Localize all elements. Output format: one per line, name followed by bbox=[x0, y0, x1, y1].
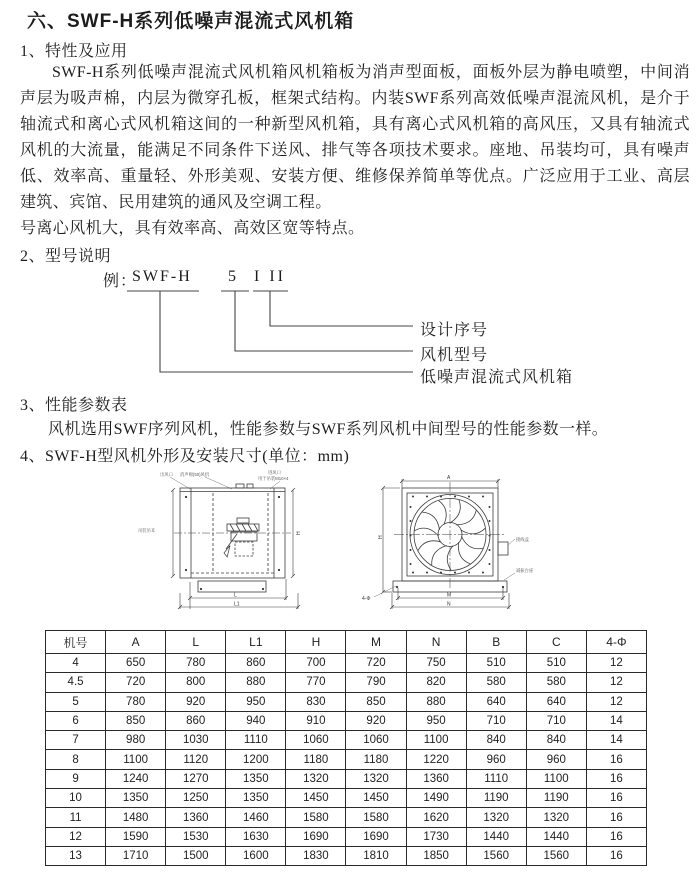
section3-text: 风机选用SWF序列风机，性能参数与SWF系列风机中间型号的性能参数一样。 bbox=[48, 421, 609, 438]
table-cell: 700 bbox=[286, 654, 346, 673]
inlet-label: 进风口 bbox=[268, 470, 281, 475]
table-cell: 1190 bbox=[526, 789, 586, 808]
table-cell: 780 bbox=[106, 692, 166, 711]
table-cell: 860 bbox=[166, 711, 226, 730]
table-cell: 1120 bbox=[166, 750, 226, 769]
table-cell: 720 bbox=[106, 673, 166, 692]
features-stray-line: 号离心风机大，具有效率高、高效区宽等特点。 bbox=[20, 220, 365, 237]
table-cell: 880 bbox=[406, 692, 466, 711]
dim-A: A bbox=[447, 475, 451, 481]
table-cell: 14 bbox=[586, 711, 646, 730]
table-cell: 16 bbox=[586, 846, 646, 865]
table-header-cell: C bbox=[526, 631, 586, 654]
table-header-cell: 4-Φ bbox=[586, 631, 646, 654]
table-cell: 1440 bbox=[466, 827, 526, 846]
table-header-cell: L1 bbox=[226, 631, 286, 654]
table-cell: 840 bbox=[526, 731, 586, 750]
model-code-family: SWF-H bbox=[132, 268, 192, 285]
table-cell: 710 bbox=[526, 711, 586, 730]
table-cell: 1630 bbox=[226, 827, 286, 846]
table-cell: 1490 bbox=[406, 789, 466, 808]
table-cell: 850 bbox=[346, 692, 406, 711]
table-cell: 510 bbox=[466, 654, 526, 673]
dim-L1: L1 bbox=[234, 601, 240, 608]
table-cell: 1350 bbox=[106, 789, 166, 808]
table-cell: 800 bbox=[166, 673, 226, 692]
dimension-table bbox=[45, 630, 647, 866]
table-row bbox=[46, 808, 647, 827]
section3-heading: 3、性能参数表 bbox=[20, 397, 128, 414]
table-row bbox=[46, 846, 647, 865]
table-cell: 9 bbox=[46, 769, 106, 788]
table-row bbox=[46, 789, 647, 808]
spec-table-body bbox=[46, 654, 647, 866]
table-cell: 950 bbox=[226, 692, 286, 711]
table-row bbox=[46, 673, 647, 692]
liner-label: 消声棉(50)风机 bbox=[180, 472, 210, 477]
table-cell: 640 bbox=[526, 692, 586, 711]
table-cell: 16 bbox=[586, 827, 646, 846]
holes-callout: 4-Φ bbox=[362, 596, 371, 602]
table-cell: 7 bbox=[46, 731, 106, 750]
bolt-dots-side bbox=[185, 496, 280, 571]
section2-heading: 2、型号说明 bbox=[20, 248, 112, 265]
side-view-drawing bbox=[138, 469, 302, 609]
table-cell: 850 bbox=[106, 711, 166, 730]
features-paragraph bbox=[20, 60, 690, 242]
callout-fan-model: 风机型号 bbox=[420, 347, 489, 364]
dim-L: L bbox=[234, 592, 237, 599]
table-cell: 580 bbox=[466, 673, 526, 692]
table-cell: 780 bbox=[166, 654, 226, 673]
front-view-drawing bbox=[362, 475, 534, 609]
table-cell: 650 bbox=[106, 654, 166, 673]
table-cell: 980 bbox=[106, 731, 166, 750]
table-row bbox=[46, 692, 647, 711]
table-header-cell: B bbox=[466, 631, 526, 654]
dim-N: N bbox=[447, 601, 451, 608]
table-cell: 1100 bbox=[406, 731, 466, 750]
table-cell: 1830 bbox=[286, 846, 346, 865]
table-cell: 12 bbox=[46, 827, 106, 846]
features-text: SWF-H系列低噪声混流式风机箱风机箱板为消声型面板，面板外层为静电喷塑，中间消声层为吸声棉，内层为微穿孔板，框架式结构。内装SWF系列高效低噪声混流风机，是介于轴流式和离心式风机箱这间的一种新型风机箱，具有离心式风机箱的高风压，又具有轴流式风机的大流量，能满足不同条件下送风、排气等各项技术要求。座地、吊装均可，具有噪声低、效率高、重量轻、外形美观、安装方便、维修保养简单等优点。广泛应用于工业、高层建筑、宾馆、民用建筑的通风及空调工程。 bbox=[20, 64, 690, 211]
table-cell: 1220 bbox=[406, 750, 466, 769]
table-header-row bbox=[46, 631, 647, 654]
table-cell: 16 bbox=[586, 808, 646, 827]
table-cell: 1320 bbox=[466, 808, 526, 827]
model-code-design: I II bbox=[254, 268, 286, 285]
table-cell: 1690 bbox=[346, 827, 406, 846]
table-cell: 1350 bbox=[226, 789, 286, 808]
table-cell: 510 bbox=[526, 654, 586, 673]
table-cell: 1360 bbox=[406, 769, 466, 788]
table-cell: 16 bbox=[586, 789, 646, 808]
table-header-cell: H bbox=[286, 631, 346, 654]
table-cell: 1320 bbox=[526, 808, 586, 827]
table-cell: 640 bbox=[466, 692, 526, 711]
section1-heading: 1、特性及应用 bbox=[20, 43, 128, 60]
table-cell: 1450 bbox=[286, 789, 346, 808]
table-cell: 12 bbox=[586, 673, 646, 692]
table-cell: 1250 bbox=[166, 789, 226, 808]
table-cell: 1580 bbox=[346, 808, 406, 827]
table-cell: 1180 bbox=[286, 750, 346, 769]
callout-design-serial: 设计序号 bbox=[420, 322, 489, 339]
table-cell: 1590 bbox=[106, 827, 166, 846]
table-cell: 1560 bbox=[466, 846, 526, 865]
table-cell: 710 bbox=[466, 711, 526, 730]
table-cell: 4.5 bbox=[46, 673, 106, 692]
table-cell: 8 bbox=[46, 750, 106, 769]
dim-H-side: H bbox=[296, 531, 302, 535]
junction-box-label: 接线盒 bbox=[516, 537, 529, 542]
table-cell: 840 bbox=[466, 731, 526, 750]
table-cell: 1690 bbox=[286, 827, 346, 846]
model-example-prefix: 例： bbox=[103, 273, 138, 290]
table-cell: 1320 bbox=[286, 769, 346, 788]
table-cell: 910 bbox=[286, 711, 346, 730]
table-cell: 5 bbox=[46, 692, 106, 711]
table-cell: 770 bbox=[286, 673, 346, 692]
table-row bbox=[46, 731, 647, 750]
table-cell: 790 bbox=[346, 673, 406, 692]
table-cell: 960 bbox=[466, 750, 526, 769]
table-cell: 950 bbox=[406, 711, 466, 730]
table-cell: 1350 bbox=[226, 769, 286, 788]
table-cell: 1030 bbox=[166, 731, 226, 750]
page-title: 六、SWF-H系列低噪声混流式风机箱 bbox=[27, 11, 355, 32]
base-label: 减振台座 bbox=[516, 568, 534, 573]
table-row bbox=[46, 827, 647, 846]
table-cell: 14 bbox=[586, 731, 646, 750]
fan-motor-detail bbox=[227, 518, 259, 556]
table-cell: 1190 bbox=[466, 789, 526, 808]
installation-drawings bbox=[0, 466, 700, 626]
table-cell: 1450 bbox=[346, 789, 406, 808]
table-cell: 10 bbox=[46, 789, 106, 808]
table-header-cell: 机号 bbox=[46, 631, 106, 654]
table-cell: 1060 bbox=[286, 731, 346, 750]
model-explanation-lines bbox=[0, 265, 700, 395]
table-cell: 920 bbox=[166, 692, 226, 711]
table-cell: 1460 bbox=[226, 808, 286, 827]
dim-M: M bbox=[447, 592, 452, 599]
table-header-cell: M bbox=[346, 631, 406, 654]
table-cell: 960 bbox=[526, 750, 586, 769]
table-cell: 12 bbox=[586, 692, 646, 711]
table-cell: 1110 bbox=[226, 731, 286, 750]
table-cell: 940 bbox=[226, 711, 286, 730]
table-cell: 1850 bbox=[406, 846, 466, 865]
table-cell: 1620 bbox=[406, 808, 466, 827]
table-row bbox=[46, 711, 647, 730]
table-cell: 1810 bbox=[346, 846, 406, 865]
table-cell: 1560 bbox=[526, 846, 586, 865]
table-cell: 1480 bbox=[106, 808, 166, 827]
dim-H-front: H bbox=[378, 535, 384, 539]
table-cell: 1110 bbox=[466, 769, 526, 788]
table-cell: 1180 bbox=[346, 750, 406, 769]
table-cell: 820 bbox=[406, 673, 466, 692]
table-cell: 1100 bbox=[526, 769, 586, 788]
table-cell: 580 bbox=[526, 673, 586, 692]
junction-box bbox=[498, 542, 508, 555]
model-code-size: 5 bbox=[228, 268, 237, 285]
table-header-cell: A bbox=[106, 631, 166, 654]
table-row bbox=[46, 769, 647, 788]
hanger-label: 用于吊装M10×4 bbox=[258, 476, 289, 481]
table-row bbox=[46, 654, 647, 673]
outlet-label: 出风口 bbox=[160, 472, 173, 477]
table-cell: 750 bbox=[406, 654, 466, 673]
callout-box-name: 低噪声混流式风机箱 bbox=[420, 369, 574, 386]
table-cell: 720 bbox=[346, 654, 406, 673]
table-header-cell: N bbox=[406, 631, 466, 654]
table-header-cell: L bbox=[166, 631, 226, 654]
table-cell: 12 bbox=[586, 654, 646, 673]
table-cell: 1730 bbox=[406, 827, 466, 846]
table-cell: 1600 bbox=[226, 846, 286, 865]
table-cell: 13 bbox=[46, 846, 106, 865]
table-cell: 4 bbox=[46, 654, 106, 673]
table-cell: 1440 bbox=[526, 827, 586, 846]
table-cell: 1270 bbox=[166, 769, 226, 788]
table-cell: 1320 bbox=[346, 769, 406, 788]
table-cell: 6 bbox=[46, 711, 106, 730]
table-cell: 1530 bbox=[166, 827, 226, 846]
table-cell: 1580 bbox=[286, 808, 346, 827]
table-cell: 880 bbox=[226, 673, 286, 692]
table-cell: 1360 bbox=[166, 808, 226, 827]
table-cell: 830 bbox=[286, 692, 346, 711]
table-cell: 16 bbox=[586, 750, 646, 769]
table-cell: 1500 bbox=[166, 846, 226, 865]
section4-heading: 4、SWF-H型风机外形及安装尺寸(单位：mm) bbox=[20, 448, 350, 465]
table-cell: 11 bbox=[46, 808, 106, 827]
table-cell: 16 bbox=[586, 769, 646, 788]
table-cell: 1100 bbox=[106, 750, 166, 769]
table-cell: 920 bbox=[346, 711, 406, 730]
table-cell: 1240 bbox=[106, 769, 166, 788]
table-cell: 860 bbox=[226, 654, 286, 673]
table-cell: 1200 bbox=[226, 750, 286, 769]
table-cell: 1710 bbox=[106, 846, 166, 865]
table-row bbox=[46, 750, 647, 769]
table-cell: 1060 bbox=[346, 731, 406, 750]
hanger-lug-label: 吊装吊耳 bbox=[138, 528, 156, 533]
